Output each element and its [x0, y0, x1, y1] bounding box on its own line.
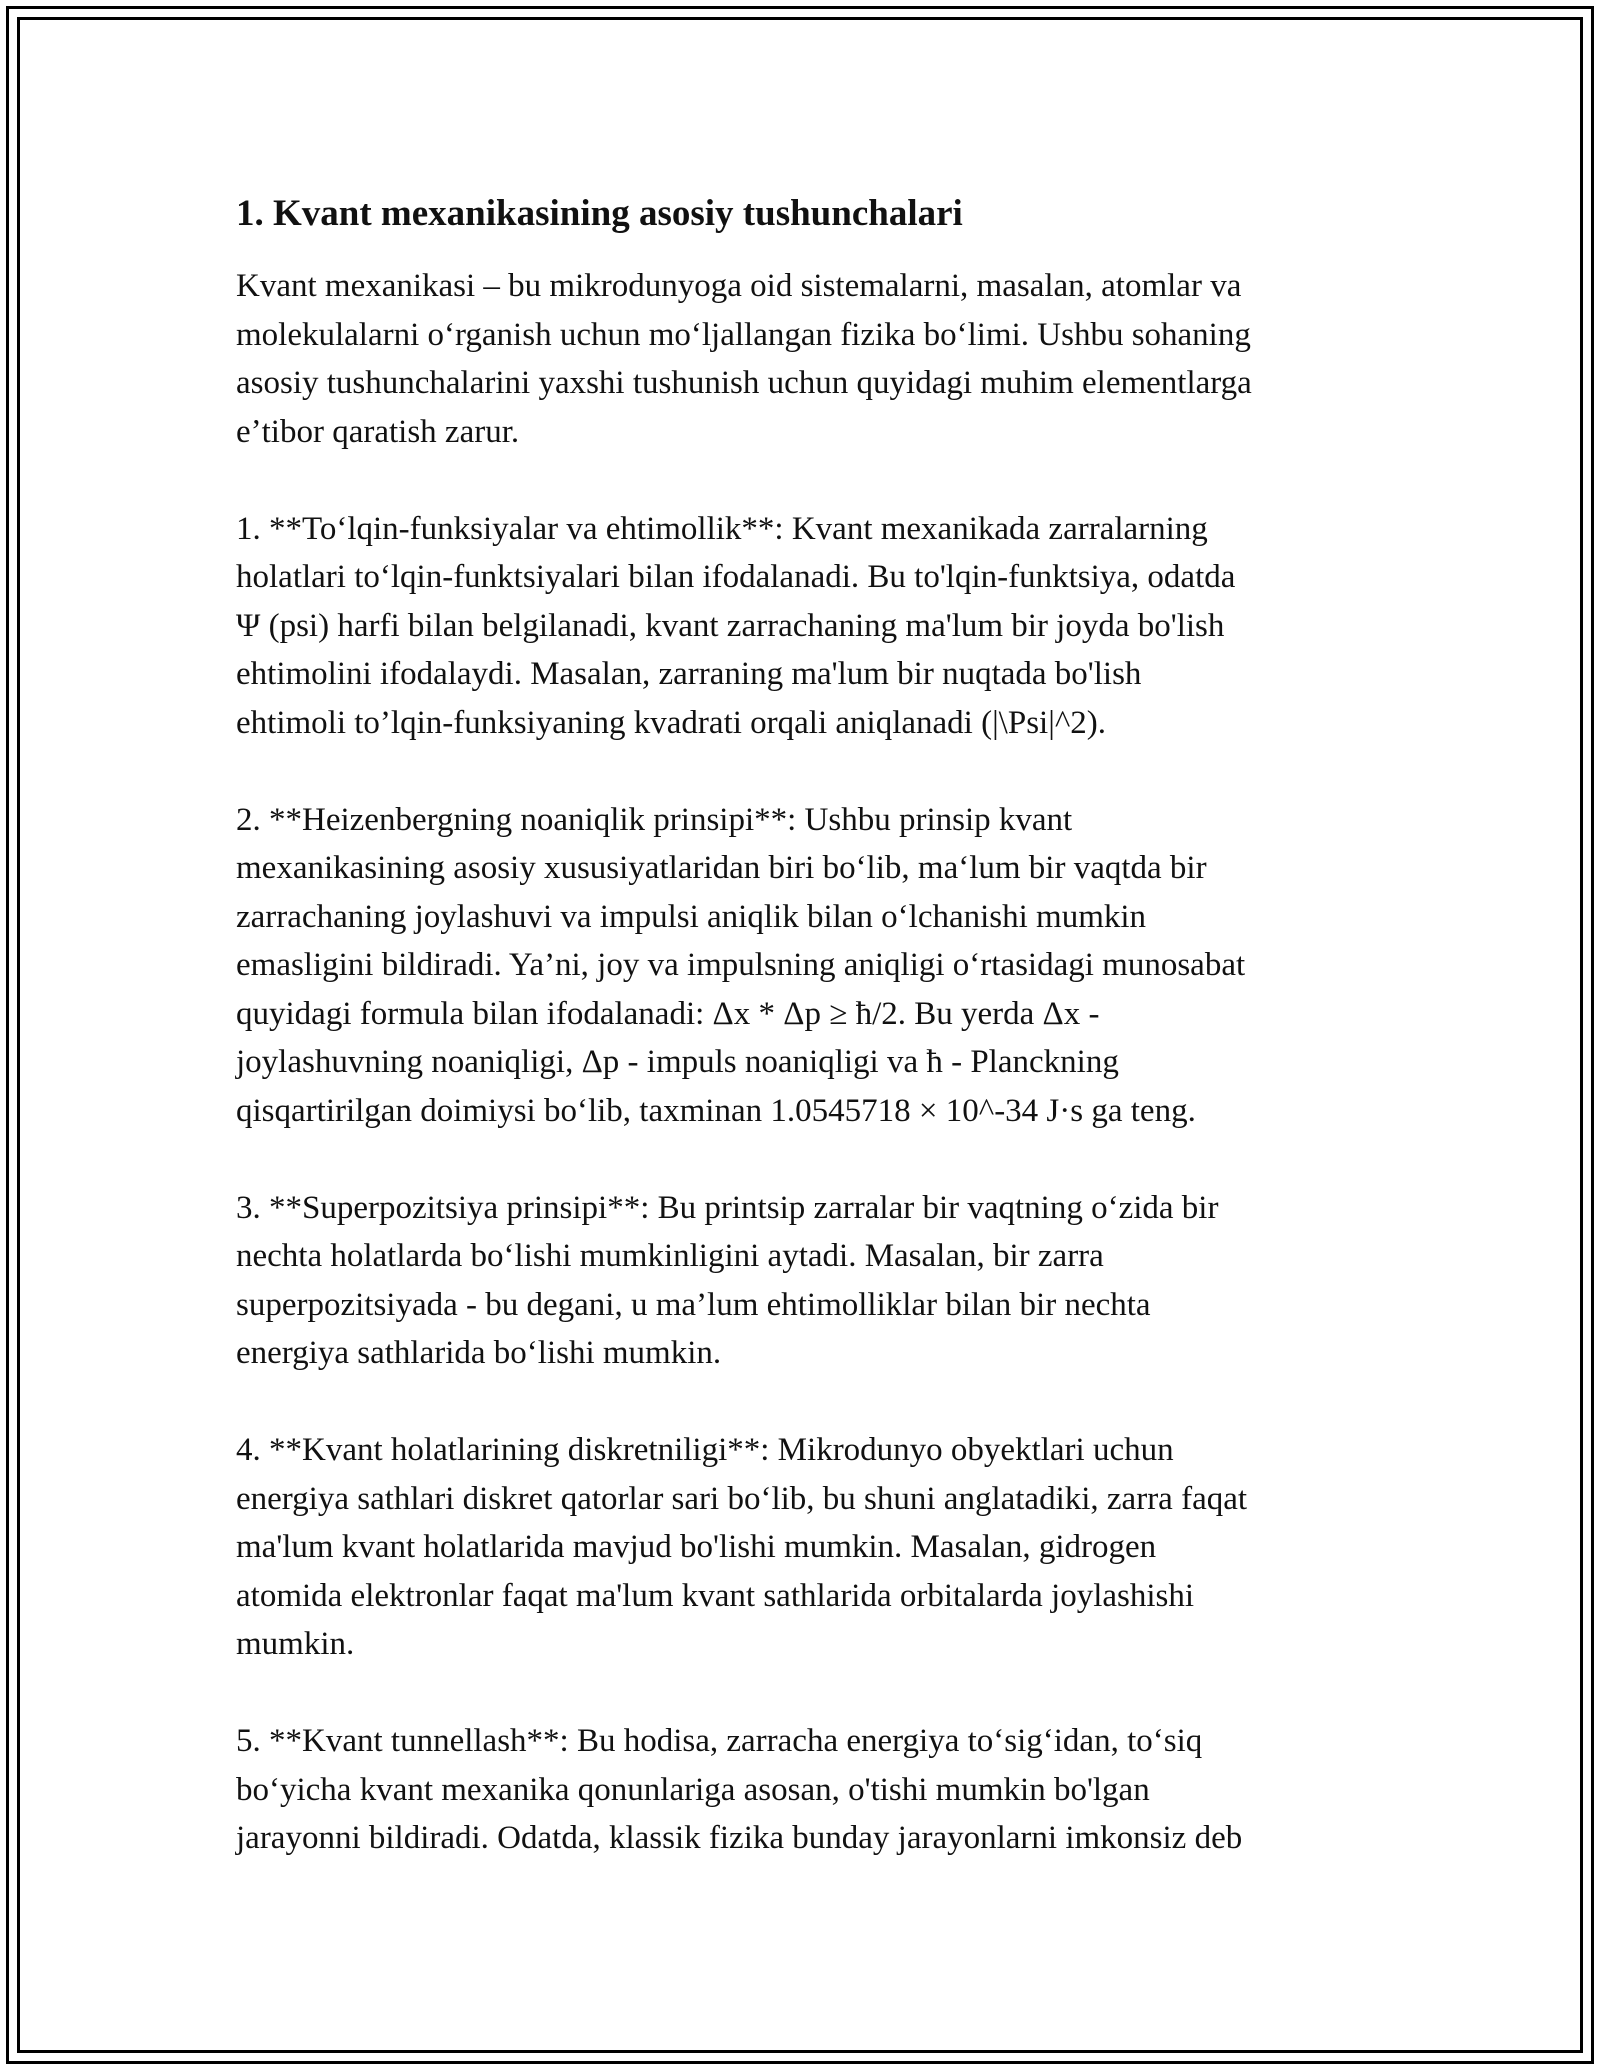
text-line: nechta holatlarda boʻlishi mumkinligini aytadi. Masalan, bir zarra [236, 1238, 1104, 1274]
text-line: mexanikasining asosiy xususiyatlaridan biri boʻlib, maʻlum bir vaqtda bir [236, 850, 1207, 886]
text-line: 4. **Kvant holatlarining diskretniligi**: Mikrodunyo obyektlari uchun [236, 1432, 1174, 1468]
text-line: mumkin. [236, 1626, 355, 1662]
text-line: eʼtibor qaratish zarur. [236, 413, 520, 450]
text-line: ma'lum kvant holatlarida mavjud bo'lishi mumkin. Masalan, gidrogen [236, 1529, 1157, 1565]
text-line: holatlari toʻlqin-funktsiyalari bilan ifodalanadi. Bu to'lqin-funktsiya, odatda [236, 559, 1236, 595]
text-line: molekulalarni oʻrganish uchun moʻljallangan fizika boʻlimi. Ushbu sohaning [236, 316, 1251, 353]
text-line: ehtimolini ifodalaydi. Masalan, zarraning ma'lum bir nuqtada bo'lish [236, 656, 1142, 692]
text-line: 5. **Kvant tunnellash**: Bu hodisa, zarracha energiya toʻsigʻidan, toʻsiq [236, 1723, 1203, 1759]
document-body [236, 188, 1376, 1911]
text-line: Ψ (psi) harfi bilan belgilanadi, kvant zarrachaning ma'lum bir joyda bo'lish [236, 607, 1225, 644]
uncertainty-principle-paragraph [236, 796, 1376, 1136]
text-line: ehtimoli to’lqin-funksiyaning kvadrati orqali aniqlanadi (|\Psi|^2). [236, 704, 1107, 741]
text-line: Kvant mexanikasi – bu mikrodunyoga oid sistemalarni, masalan, atomlar va [236, 268, 1242, 304]
text-line: atomida elektronlar faqat ma'lum kvant sathlarida orbitalarda joylashishi [236, 1577, 1195, 1614]
text-line: joylashuvning noaniqligi, Δp - impuls noaniqligi va ħ - Planckning [236, 1044, 1119, 1080]
text-line: emasligini bildiradi. Ya’ni, joy va impulsning aniqligi oʻrtasidagi munosabat [236, 947, 1246, 983]
text-line: 1. **Toʻlqin-funksiyalar va ehtimollik**: Kvant mexanikada zarralarning [236, 510, 1208, 547]
text-line: boʻyicha kvant mexanika qonunlariga asosan, o'tishi mumkin bo'lgan [236, 1771, 1150, 1808]
text-line: quyidagi formula bilan ifodalanadi: Δx * Δp ≥ ħ/2. Bu yerda Δx - [236, 995, 1100, 1032]
intro-paragraph [236, 262, 1376, 456]
tunneling-paragraph [236, 1717, 1376, 1863]
text-line: qisqartirilgan doimiysi boʻlib, taxminan 1.0545718 × 10^-34 J·s ga teng. [236, 1092, 1196, 1129]
text-line: jarayonni bildiradi. Odatda, klassik fizika bunday jarayonlarni imkonsiz deb [236, 1820, 1243, 1856]
section-heading: 1. Kvant mexanikasining asosiy tushunchalari [236, 193, 963, 234]
text-line: energiya sathlarida boʻlishi mumkin. [236, 1335, 722, 1371]
text-line: asosiy tushunchalarini yaxshi tushunish uchun quyidagi muhim elementlarga [236, 365, 1252, 401]
text-line: zarrachaning joylashuvi va impulsi aniqlik bilan oʻlchanishi mumkin [236, 898, 1147, 935]
text-line: 2. **Heizenbergning noaniqlik prinsipi**: Ushbu prinsip kvant [236, 801, 1073, 838]
text-line: superpozitsiyada - bu degani, u ma’lum ehtimolliklar bilan bir nechta [236, 1286, 1151, 1323]
text-line: energiya sathlari diskret qatorlar sari boʻlib, bu shuni anglatadiki, zarra faqat [236, 1480, 1248, 1517]
superposition-paragraph [236, 1184, 1376, 1378]
wave-function-paragraph [236, 505, 1376, 748]
text-line: 3. **Superpozitsiya prinsipi**: Bu printsip zarralar bir vaqtning oʻzida bir [236, 1189, 1219, 1226]
discreteness-paragraph [236, 1426, 1376, 1669]
